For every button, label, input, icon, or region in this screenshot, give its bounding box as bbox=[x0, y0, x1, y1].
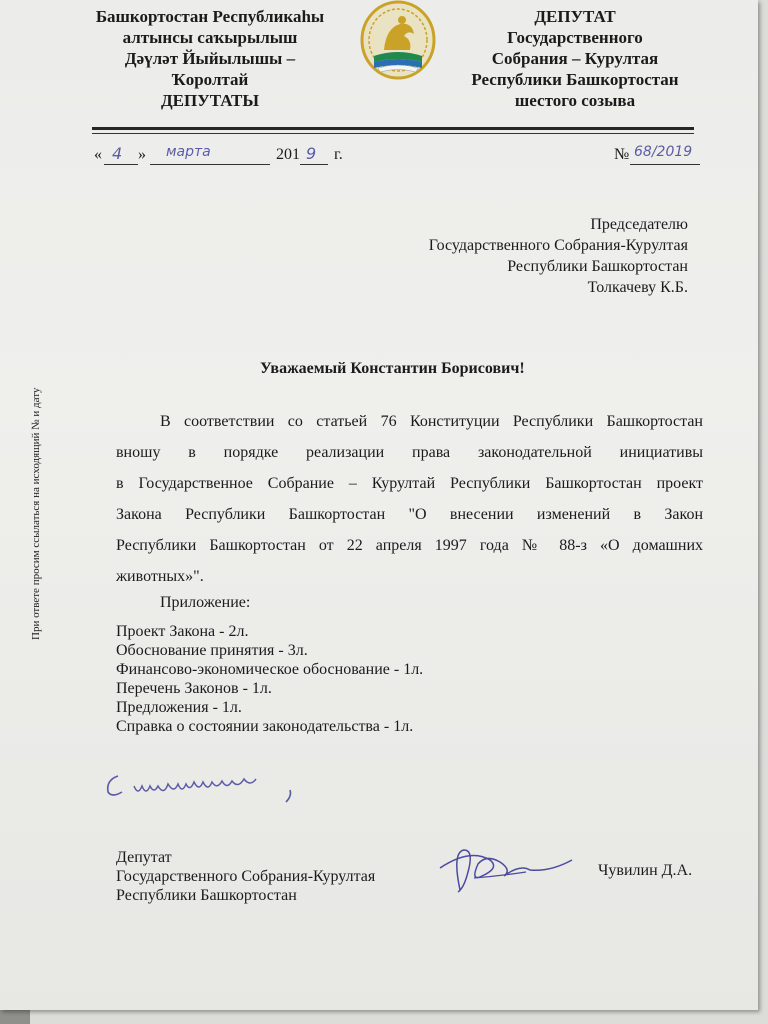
appendix-item: Перечень Законов - 1л. bbox=[116, 680, 272, 697]
republic-emblem-icon bbox=[356, 0, 440, 86]
appendix-item: Предложения - 1л. bbox=[116, 699, 242, 716]
appendix-item: Обоснование принятия - 3л. bbox=[116, 642, 308, 659]
outgoing-number-label: № bbox=[614, 146, 630, 163]
addressee-block bbox=[429, 214, 688, 298]
signatory-title-line: Депутат bbox=[116, 849, 172, 866]
header-right-line: Собрания – Курултая bbox=[491, 49, 659, 68]
date-year-suffix: 9 bbox=[306, 144, 317, 163]
date-day: 4 bbox=[112, 144, 123, 163]
header-left-line: Дәүләт Йыйылышы – bbox=[124, 49, 296, 68]
date-year-unit: г. bbox=[334, 146, 343, 163]
header-left-line: Ҡоролтай bbox=[171, 70, 249, 89]
body-line: В соответствии со статьей 76 Конституции Республики Башкортостан bbox=[160, 413, 703, 430]
header-rule-thin bbox=[92, 133, 694, 134]
addressee-line: Председателю bbox=[590, 216, 688, 233]
header-right-line: Государственного bbox=[507, 28, 643, 47]
outgoing-number-value: 68/2019 bbox=[634, 144, 693, 160]
header-left-line: Башкортостан Республикаһы bbox=[95, 7, 325, 26]
body-line: в Государственное Собрание – Курултай Республики Башкортостан проект bbox=[116, 475, 703, 492]
date-year-underline bbox=[300, 164, 328, 165]
salutation: Уважаемый Константин Борисович! bbox=[260, 360, 525, 377]
signatory-title-line: Республики Башкортостан bbox=[116, 887, 297, 904]
body-line: Республики Башкортостан от 22 апреля 1997 года № 88-з «О домашних bbox=[116, 537, 703, 554]
outgoing-number-underline bbox=[630, 164, 700, 165]
date-month-underline bbox=[150, 164, 270, 165]
header-right-line: шестого созыва bbox=[514, 91, 636, 110]
dateline bbox=[94, 142, 714, 168]
date-day-underline bbox=[104, 164, 138, 165]
addressee-line: Государственного Собрания-Курултая bbox=[428, 237, 688, 254]
handwritten-signature bbox=[430, 842, 580, 902]
body-line: Закона Республики Башкортостан "О внесении изменений в Закон bbox=[116, 506, 703, 523]
addressee-line: Республики Башкортостан bbox=[507, 258, 688, 275]
date-close-quote: » bbox=[138, 146, 146, 163]
appendix-item: Финансово-экономическое обоснование - 1л. bbox=[116, 661, 424, 678]
signatory-title bbox=[116, 848, 375, 905]
header-right-line: Республики Башкортостан bbox=[471, 70, 679, 89]
side-note-vertical: При ответе просим ссылаться на исходящий № и дату bbox=[30, 387, 42, 640]
signatory-title-line: Государственного Собрания-Курултая bbox=[116, 868, 376, 885]
date-year-prefix: 201 bbox=[276, 146, 300, 163]
addressee-line: Толкачеву К.Б. bbox=[587, 279, 688, 296]
header-rule-thick bbox=[92, 127, 694, 130]
appendix-list bbox=[116, 622, 423, 736]
signatory-name: Чувилин Д.А. bbox=[598, 862, 693, 879]
date-open-quote: « bbox=[94, 146, 102, 163]
appendix-item: Справка о состоянии законодательства - 1л. bbox=[116, 718, 414, 735]
handwritten-closing bbox=[104, 766, 304, 806]
body-line: животных»". bbox=[116, 568, 204, 585]
header-left-line: ДЕПУТАТЫ bbox=[160, 91, 260, 110]
appendix-item: Проект Закона - 2л. bbox=[116, 623, 249, 640]
header-right-line: ДЕПУТАТ bbox=[534, 7, 616, 26]
date-month: марта bbox=[166, 144, 211, 160]
header-right-russian bbox=[450, 6, 700, 111]
appendix-label: Приложение: bbox=[160, 594, 251, 611]
body-line: вношу в порядке реализации права законодательной инициативы bbox=[116, 444, 703, 461]
header-left-line: алтынсы саҡырылыш bbox=[122, 28, 298, 47]
header-left-bashkir bbox=[84, 6, 336, 111]
letter-body bbox=[116, 406, 703, 592]
